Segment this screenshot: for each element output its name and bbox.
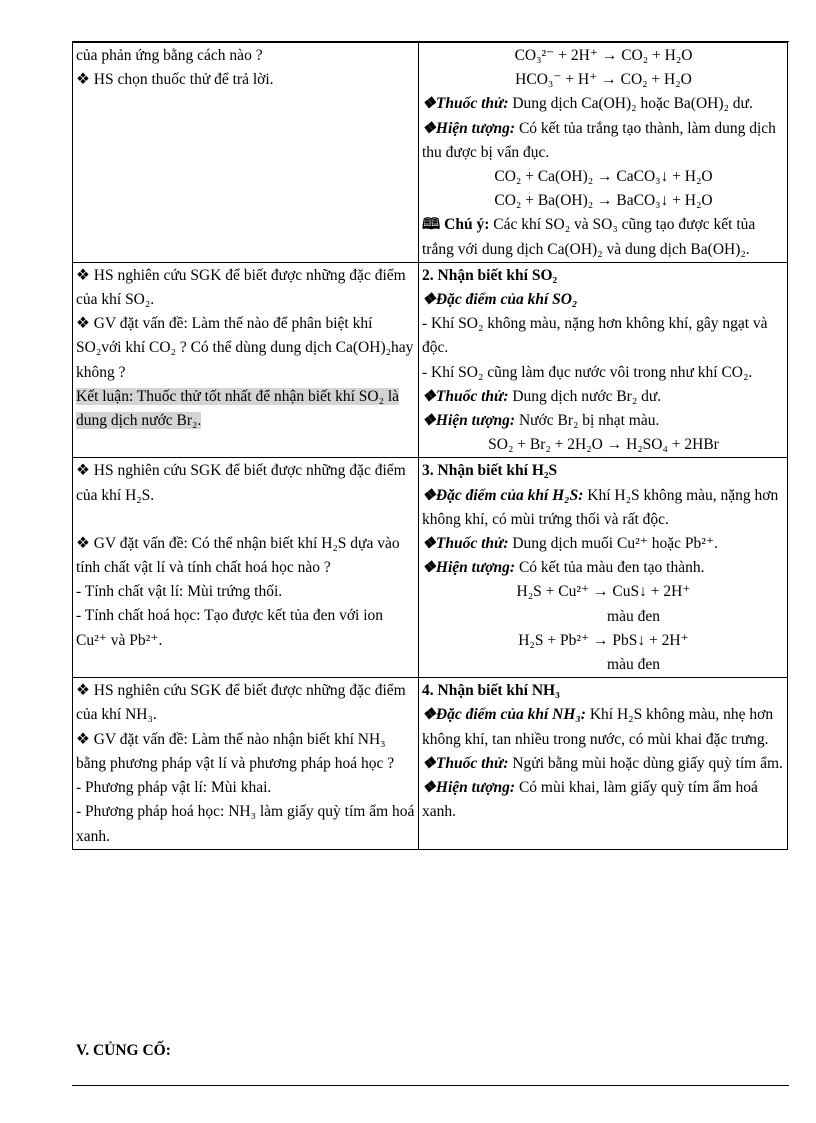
- teacher-activity-cell: [73, 678, 419, 849]
- equation: HCO₃⁻ + H⁺ → CO₂ + H₂O: [515, 71, 692, 89]
- conclusion-line: [76, 385, 416, 433]
- feature-label: ❖Đặc điểm của khí SO₂: [422, 291, 578, 309]
- equation: CO₂ + Ba(OH)₂ → BaCO₃↓ + H₂O: [494, 192, 713, 210]
- phenomenon-line: ❖Hiện tượng: Có kết tủa màu đen tạo thành.: [422, 559, 705, 577]
- teacher-activity-cell: [73, 458, 419, 678]
- equation: H₂S + Cu²⁺ → CuS↓ + 2H⁺: [516, 583, 691, 601]
- phenomenon-line: ❖Hiện tượng: Có kết tủa trắng tạo thành, làm dung dịch thu được bị vẩn đục.: [422, 119, 776, 161]
- lesson-table: [72, 42, 788, 850]
- section-heading: 3. Nhận biết khí H₂S: [422, 462, 558, 480]
- section-heading: 2. Nhận biết khí SO₂: [422, 266, 558, 284]
- content-cell: [419, 678, 788, 849]
- left-line: ❖ HS nghiên cứu SGK để biết được những đặc điểm của khí SO₂.: [76, 266, 406, 309]
- left-line: - Phương pháp hoá học: NH₃ làm giấy quỳ tím ẩm hoá xanh.: [76, 803, 415, 845]
- bottom-rule: [72, 1085, 789, 1086]
- equation: SO₂ + Br₂ + 2H₂O → H₂SO₄ + 2HBr: [488, 436, 719, 454]
- left-line: ❖ GV đặt vấn đề: Có thể nhận biết khí H₂S dựa vào tính chất vật lí và tính chất hoá học nào ?: [76, 534, 400, 577]
- precipitate-color: màu đen: [607, 607, 660, 625]
- left-line: - Phương pháp vật lí: Mùi khai.: [76, 779, 272, 797]
- left-line: ❖ GV đặt vấn đề: Làm thế nào nhận biết khí NH₃ bằng phương pháp vật lí và phương pháp hoá học ?: [76, 730, 395, 772]
- section-heading: 4. Nhận biết khí NH₃: [422, 682, 560, 700]
- reagent-line: ❖Thuốc thử: Dung dịch muối Cu²⁺ hoặc Pb²⁺.: [422, 535, 718, 553]
- phenomenon-line: ❖Hiện tượng: Nước Br₂ bị nhạt màu.: [422, 412, 660, 430]
- equation: CO₃²⁻ + 2H⁺ → CO₂ + H₂O: [514, 47, 693, 64]
- reagent-line: ❖Thuốc thử: Dung dịch Ca(OH)₂ hoặc Ba(OH)₂ dư.: [422, 95, 753, 113]
- left-line: ❖ GV đặt vấn đề: Làm thế nào để phân biệt khí SO₂với khí CO₂ ? Có thể dùng dung dịch Ca(OH)₂hay không ?: [76, 315, 414, 381]
- equation: H₂S + Pb²⁺ → PbS↓ + 2H⁺: [518, 631, 689, 649]
- left-line: của phản ứng bằng cách nào ?: [76, 47, 263, 64]
- left-line: ❖ HS chọn thuốc thử để trả lời.: [76, 71, 274, 89]
- left-line: ❖ HS nghiên cứu SGK để biết được những đặc điểm của khí H₂S.: [76, 462, 406, 504]
- highlighted-conclusion: Kết luận: Thuốc thử tốt nhất để nhận biết khí SO₂ là dung dịch nước Br₂.: [76, 387, 400, 430]
- spacer: [76, 508, 416, 532]
- reagent-line: ❖Thuốc thử: Ngửi bằng mùi hoặc dùng giấy quỳ tím ẩm.: [422, 754, 783, 772]
- phenomenon-line: ❖Hiện tượng: Có mùi khai, làm giấy quỳ tím ẩm hoá xanh.: [422, 779, 758, 821]
- feature-line: - Khí SO₂ không màu, nặng hơn không khí, gây ngạt và độc.: [422, 315, 768, 357]
- feature-line: ❖Đặc điểm của khí H₂S: Khí H₂S không màu, nặng hơn không khí, có mùi trứng thối và rất độc.: [422, 486, 779, 528]
- reagent-line: ❖Thuốc thử: Dung dịch nước Br₂ dư.: [422, 387, 662, 405]
- table-row: [73, 678, 788, 849]
- left-line: - Tính chất vật lí: Mùi trứng thối.: [76, 583, 283, 601]
- teacher-activity-cell: [73, 262, 419, 458]
- precipitate-color: màu đen: [607, 656, 660, 674]
- feature-line: ❖Đặc điểm của khí NH₃: Khí H₂S không màu, nhẹ hơn không khí, tan nhiều trong nước, có mùi khai đặc trưng.: [422, 706, 774, 748]
- equation: CO₂ + Ca(OH)₂ → CaCO₃↓ + H₂O: [494, 168, 713, 186]
- section-heading-footer: V. CỦNG CỐ:: [76, 1042, 171, 1059]
- note-line: 🕮 Chú ý: Các khí SO₂ và SO₃ cũng tạo được kết tủa trắng với dung dịch Ca(OH)₂ và dung dịch Ba(OH)₂.: [422, 216, 756, 258]
- table-row: [73, 458, 788, 678]
- table-row: [73, 262, 788, 458]
- table-row: [73, 43, 788, 263]
- content-cell: [419, 262, 788, 458]
- content-cell: [419, 458, 788, 678]
- left-line: ❖ HS nghiên cứu SGK để biết được những đặc điểm của khí NH₃.: [76, 682, 406, 724]
- content-cell: [419, 43, 788, 263]
- left-line: - Tính chất hoá học: Tạo được kết tủa đen với ion Cu²⁺ và Pb²⁺.: [76, 607, 384, 649]
- feature-line: - Khí SO₂ cũng làm đục nước vôi trong như khí CO₂.: [422, 363, 753, 381]
- teacher-activity-cell: [73, 43, 419, 263]
